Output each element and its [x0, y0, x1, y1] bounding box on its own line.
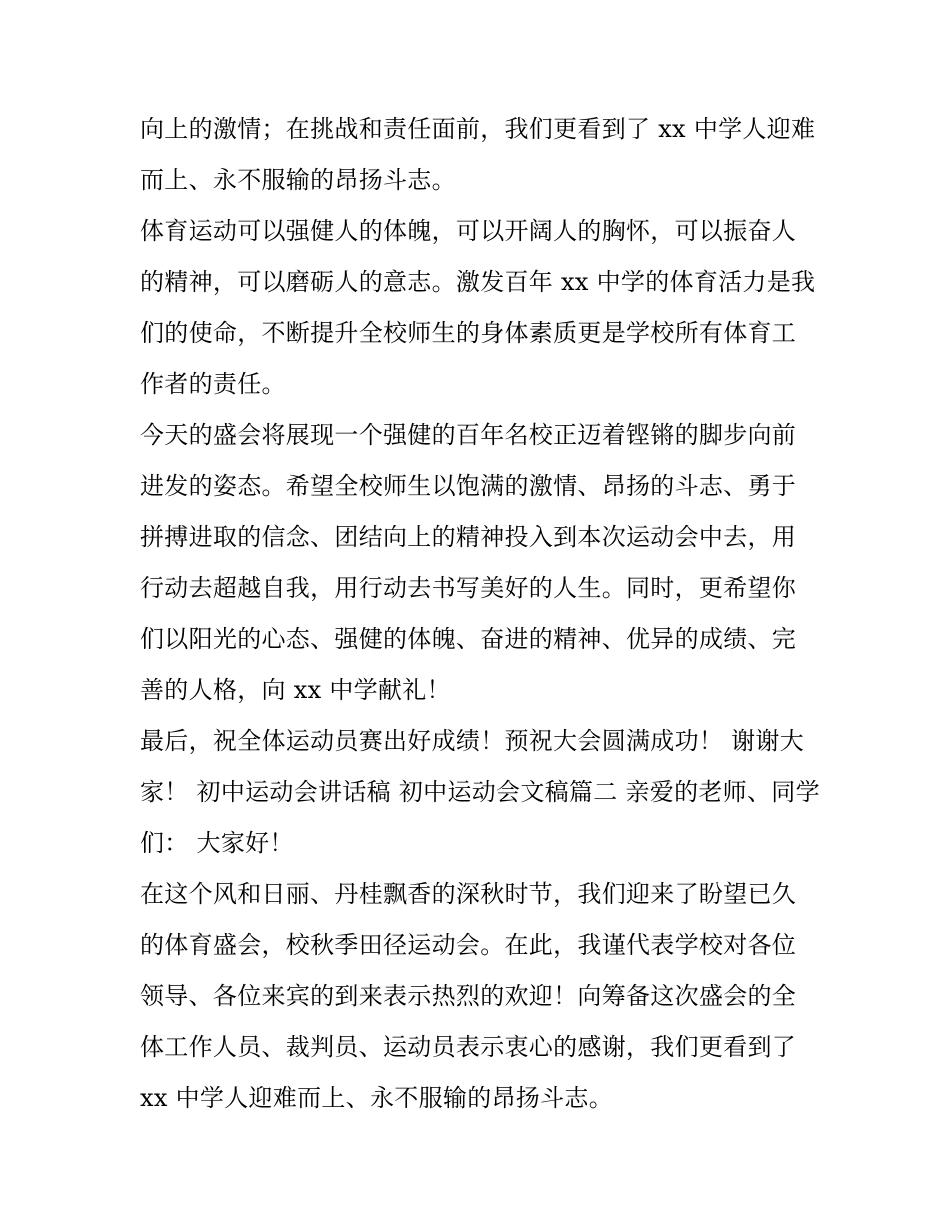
paragraph-5: 在这个风和日丽、丹桂飘香的深秋时节，我们迎来了盼望已久的体育盛会，校秋季田径运动会。在此，我谨代表学校对各位领导、各位来宾的到来表示热烈的欢迎！向筹备这次盛会的全体工作人员、裁判员、运动员表示衷心的感谢，我们更看到了 xx 中学人迎难而上、永不服输的昂扬斗志。 [140, 880, 805, 1112]
paragraph-3: 今天的盛会将展现一个强健的百年名校正迈着铿锵的脚步向前进发的姿态。希望全校师生以饱满的激情、昂扬的斗志、勇于拼搏进取的信念、团结向上的精神投入到本次运动会中去，用行动去超越自我，用行动去书写美好的人生。同时，更希望你们以阳光的心态、强健的体魄、奋进的精神、优异的成绩、完善的人格，向 xx 中学献礼！ [140, 421, 797, 704]
document-body [140, 104, 820, 1124]
paragraph-2: 体育运动可以强健人的体魄，可以开阔人的胸怀，可以振奋人的精神，可以磨砺人的意志。激发百年 xx 中学的体育活力是我们的使命，不断提升全校师生的身体素质更是学校所有体育工作者的责任。 [140, 217, 816, 398]
paragraph-1: 向上的激情；在挑战和责任面前，我们更看到了 xx 中学人迎难而上、永不服输的昂扬斗志。 [140, 115, 816, 194]
paragraph-4: 最后，祝全体运动员赛出好成绩！预祝大会圆满成功！ 谢谢大家！ 初中运动会讲话稿 初中运动会文稿篇二 亲爱的老师、同学们： 大家好！ [140, 727, 820, 857]
